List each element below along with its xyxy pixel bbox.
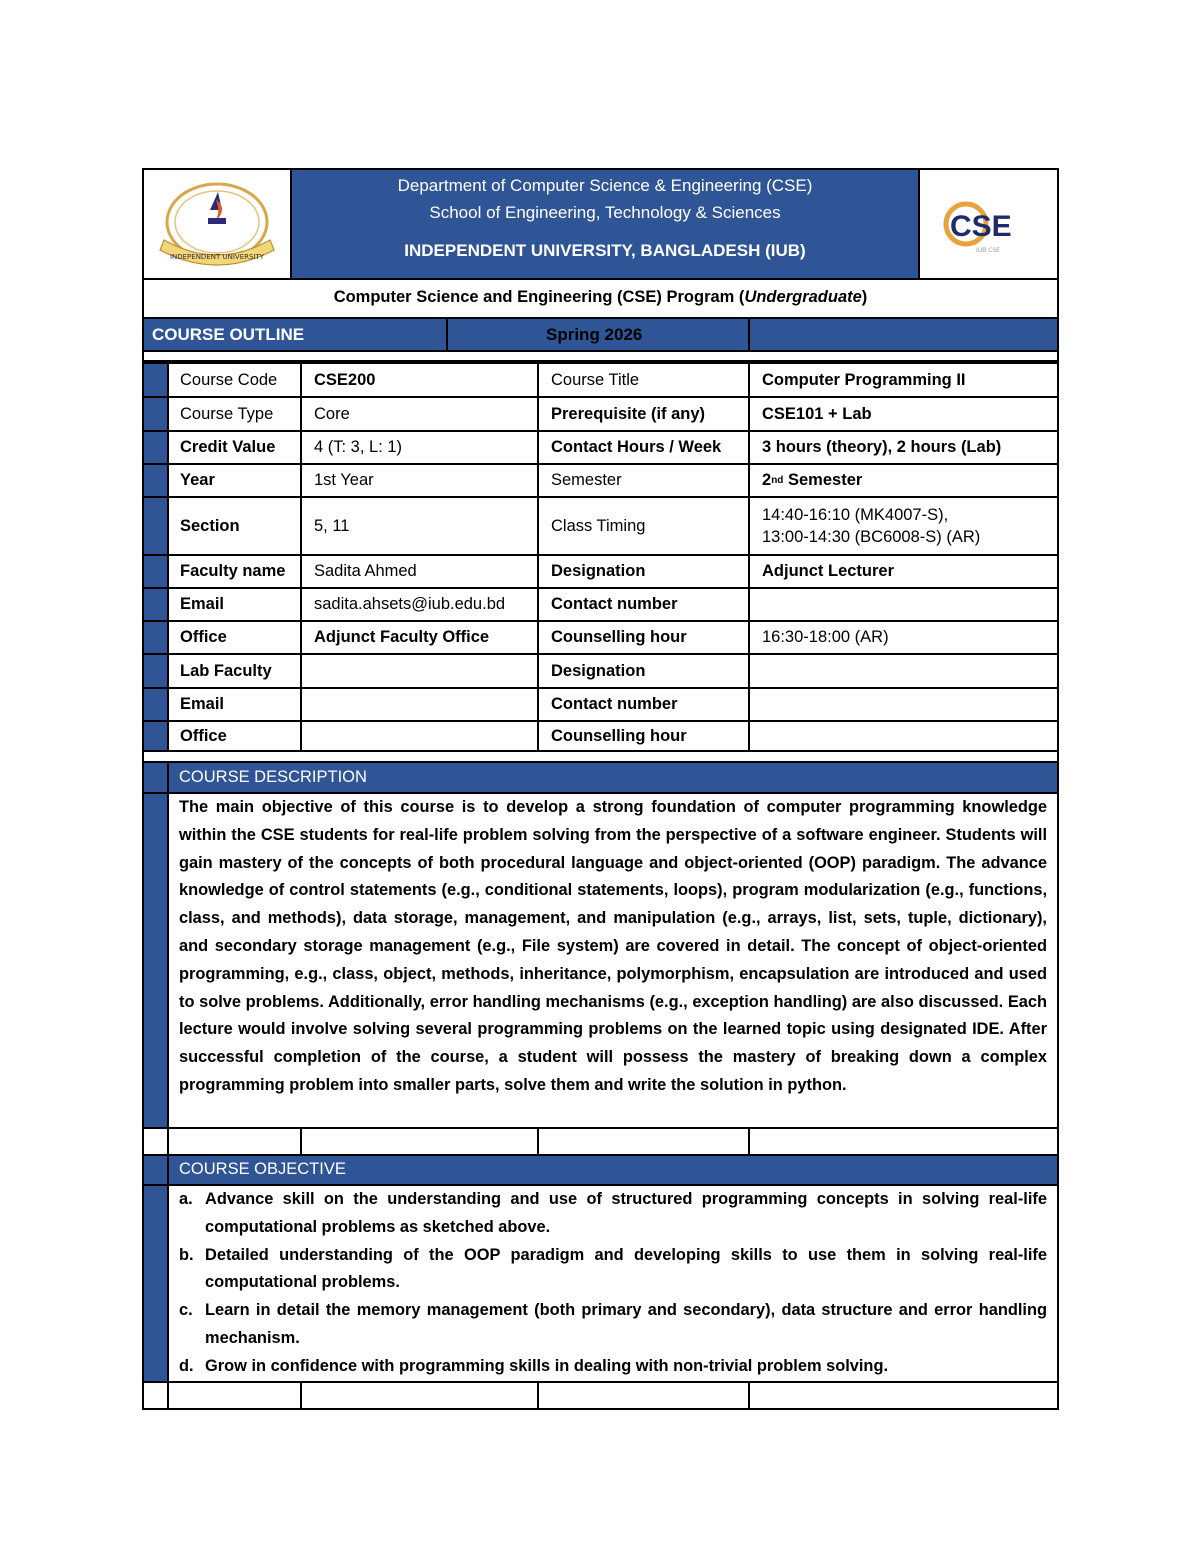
info-cell-l1: Lab Faculty bbox=[180, 661, 272, 680]
course-description-text: The main objective of this course is to develop a strong foundation of computer programming knowledge within the CSE students for real-life problem solving from the perspective of a software engineer. Students will gain mastery of the concepts of both procedural language and object-oriented (OOP) paradigm. The advance knowledge of control statements (e.g., conditional statements, loops), program modularization (e.g., functions, class, and methods), data storage, management, and manipulation (e.g., arrays, list, sets, tuple, dictionary), and secondary storage management (e.g., File system) are covered in detail. The concept of object-oriented programming, e.g., class, object, methods, inheritance, polymorphism, encapsulation are introduced and used to solve problems. Additionally, error handling mechanisms (e.g., exception handling) are also discussed. Each lecture would involve solving several programming problems on the learned topic using designated IDE. After successful completion of the course, a student will possess the mastery of breaking down a complex programming problem into smaller parts, solve them and write the solution in python. bbox=[179, 798, 1047, 1094]
objective-item bbox=[179, 1186, 1047, 1242]
course-objective-list bbox=[179, 1186, 1047, 1381]
bottom-div-1 bbox=[167, 1381, 169, 1408]
class-timing-line2: 13:00-14:30 (BC6008-S) (AR) bbox=[762, 528, 981, 546]
iub-logo-icon bbox=[144, 170, 290, 278]
objective-item bbox=[179, 1242, 1047, 1298]
info-cell-v1 bbox=[302, 655, 537, 687]
outline-bottom-line bbox=[143, 350, 1058, 352]
desc-left-border bbox=[167, 761, 169, 1129]
objective-text: Advance skill on the understanding and use of structured programming concepts in solving real-life computational problems as sketched above. bbox=[205, 1190, 1047, 1236]
info-cell-l2: Contact number bbox=[551, 595, 678, 613]
info-cell-v2 bbox=[750, 589, 1057, 620]
objective-text: Detailed understanding of the OOP paradigm and developing skills to use them in solving real-life computational problems. bbox=[205, 1245, 1047, 1292]
course-outline-label: COURSE OUTLINE bbox=[152, 325, 305, 344]
course-outline-term: Spring 2026 bbox=[546, 325, 643, 344]
header-bottom-line bbox=[143, 278, 1058, 280]
info-cell-l1: Office bbox=[180, 726, 227, 745]
info-cell-v1 bbox=[302, 689, 537, 720]
info-cell-v2: Adjunct Lecturer bbox=[762, 562, 895, 580]
info-cell-v2 bbox=[750, 722, 1057, 750]
bottom-div-2 bbox=[300, 1381, 302, 1408]
program-title bbox=[144, 288, 1057, 307]
program-prefix: Computer Science and Engineering (CSE) Program ( bbox=[333, 288, 745, 306]
left-logo-cell bbox=[144, 170, 290, 278]
info-cell-v1: CSE200 bbox=[314, 370, 376, 389]
info-cell-v1: sadita.ahsets@iub.edu.bd bbox=[314, 595, 506, 613]
info-cell-v1 bbox=[302, 722, 537, 750]
info-cell-v1: 5, 11 bbox=[314, 516, 350, 535]
info-cell-l2: Course Title bbox=[551, 370, 640, 389]
info-cell-l2: Counselling hour bbox=[551, 726, 687, 745]
info-cell-l1: Course Type bbox=[180, 404, 274, 423]
class-timing-line1: 14:40-16:10 (MK4007-S), bbox=[762, 506, 949, 524]
info-cell-v2 bbox=[750, 465, 1057, 496]
obj-left-border bbox=[167, 1154, 169, 1383]
info-cell-v2: 16:30-18:00 (AR) bbox=[762, 628, 889, 646]
info-cell-l1: Year bbox=[180, 471, 215, 489]
info-cell-l2: Contact number bbox=[551, 695, 678, 713]
info-cell-l2: Counselling hour bbox=[551, 628, 687, 646]
info-cell-l2: Class Timing bbox=[551, 516, 646, 535]
info-row-line bbox=[143, 750, 1058, 752]
info-cell-l2: Designation bbox=[551, 562, 646, 580]
spacer-row-top bbox=[143, 1127, 1058, 1129]
info-cell-v1: Sadita Ahmed bbox=[314, 562, 417, 580]
program-suffix: ) bbox=[861, 288, 868, 306]
department-name: Department of Computer Science & Engineering (CSE) bbox=[397, 176, 813, 195]
header-title-block bbox=[292, 170, 918, 278]
left-accent-strip-info bbox=[144, 362, 167, 752]
info-cell-v1: Core bbox=[314, 404, 350, 423]
objective-text: Learn in detail the memory management (both primary and secondary), data structure and error handling mechanism. bbox=[205, 1301, 1047, 1347]
objective-marker: a. bbox=[179, 1190, 193, 1208]
info-cell-l2: Semester bbox=[551, 471, 622, 489]
left-accent-strip-obj bbox=[144, 1156, 167, 1381]
cse-logo-text: CSE bbox=[950, 210, 1012, 243]
objective-item bbox=[179, 1353, 1047, 1381]
semester-suffix: nd bbox=[771, 475, 784, 486]
spacer-div-1 bbox=[167, 1127, 169, 1156]
left-accent-strip-desc bbox=[144, 763, 167, 1127]
info-cell-l1: Credit Value bbox=[180, 438, 276, 456]
objective-marker: b. bbox=[179, 1245, 194, 1264]
spacer-div-2 bbox=[300, 1127, 302, 1156]
objective-marker: d. bbox=[179, 1356, 194, 1375]
outline-divider-1 bbox=[446, 317, 448, 352]
info-cell-l2: Designation bbox=[551, 661, 646, 680]
info-cell-v2 bbox=[750, 689, 1057, 720]
info-cell-v2 bbox=[750, 655, 1057, 687]
info-cell-v2: 3 hours (theory), 2 hours (Lab) bbox=[762, 438, 1002, 456]
objective-item bbox=[179, 1297, 1047, 1353]
right-logo-cell bbox=[920, 170, 1057, 278]
info-cell-l2: Prerequisite (if any) bbox=[551, 404, 706, 423]
info-cell-v2 bbox=[750, 498, 1057, 554]
school-name: School of Engineering, Technology & Sciences bbox=[429, 203, 781, 222]
program-level: Undergraduate bbox=[744, 288, 862, 306]
info-cell-l1: Office bbox=[180, 628, 227, 646]
outline-divider-2 bbox=[748, 317, 750, 352]
outline-top-line bbox=[143, 317, 1058, 319]
info-cell-v1: Adjunct Faculty Office bbox=[314, 628, 490, 646]
semester-number: 2 bbox=[762, 471, 772, 489]
info-cell-l1: Faculty name bbox=[180, 562, 286, 580]
info-cell-l2: Contact Hours / Week bbox=[551, 438, 722, 456]
info-cell-l1: Email bbox=[180, 695, 225, 713]
info-cell-v1: 1st Year bbox=[314, 471, 374, 489]
info-cell-v2: CSE101 + Lab bbox=[762, 404, 872, 423]
course-objective-heading: COURSE OBJECTIVE bbox=[179, 1160, 346, 1178]
cse-logo-sub: IUB CSE bbox=[976, 247, 1000, 254]
info-cell-l1: Email bbox=[180, 595, 225, 613]
bottom-div-4 bbox=[748, 1381, 750, 1408]
bottom-row-top bbox=[143, 1381, 1058, 1383]
iub-logo-text: INDEPENDENT UNIVERSITY bbox=[169, 253, 265, 261]
info-cell-l1: Course Code bbox=[180, 370, 278, 389]
info-cell-v1: 4 (T: 3, L: 1) bbox=[314, 438, 403, 456]
semester-label: Semester bbox=[783, 471, 863, 489]
cse-logo-icon bbox=[920, 170, 1057, 278]
university-name: INDEPENDENT UNIVERSITY, BANGLADESH (IUB) bbox=[404, 241, 806, 260]
spacer-div-4 bbox=[748, 1127, 750, 1156]
spacer-div-3 bbox=[537, 1127, 539, 1156]
objective-text: Grow in confidence with programming skills in dealing with non-trivial problem solving. bbox=[205, 1356, 889, 1375]
course-description-heading: COURSE DESCRIPTION bbox=[179, 768, 367, 786]
bottom-div-3 bbox=[537, 1381, 539, 1408]
objective-marker: c. bbox=[179, 1301, 193, 1320]
info-cell-l1: Section bbox=[180, 516, 240, 535]
info-cell-v2: Computer Programming II bbox=[762, 370, 966, 389]
